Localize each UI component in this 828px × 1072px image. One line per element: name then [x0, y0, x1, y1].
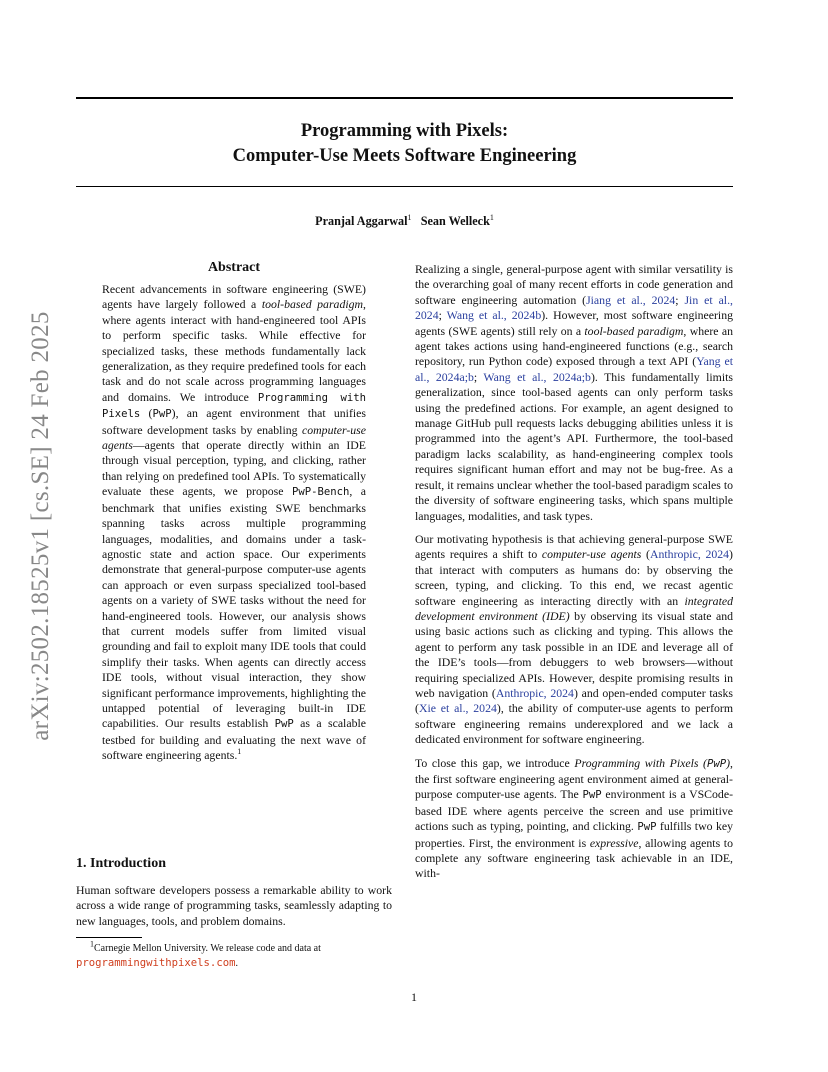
author-list: [76, 214, 733, 229]
arxiv-stamp: arXiv:2502.18525v1 [cs.SE] 24 Feb 2025: [27, 311, 54, 741]
author-affiliation-mark: 1: [489, 212, 494, 222]
abstract-heading: Abstract: [207, 260, 261, 275]
paragraph: To close this gap, we introduce Programming with Pixels (PwP), the first software engineering agent environment aimed at general-purpose computer-use agents. The PwP environment is a VSCode-based IDE where agents perceive the screen and use primitive actions such as typing, pointing, and clicking. PwP fulfills two key properties. First, the environment is expressive, allowing agents to complete any software engineering task achievable in an IDE, with-: [415, 755, 733, 881]
citation-link[interactable]: Xie et al., 2024: [418, 701, 497, 716]
citation-link[interactable]: Jiang et al., 2024: [586, 292, 676, 307]
citation-link[interactable]: Wang et al., 2024b: [446, 308, 542, 323]
section-heading-introduction: 1. Introduction: [76, 856, 166, 871]
citation-link[interactable]: Anthropic, 2024: [495, 685, 574, 700]
author-affiliation-mark: 1: [407, 212, 412, 222]
abstract-body: Recent advancements in software engineering (SWE) agents have largely followed a tool-based paradigm, where agents interact with hand-engineered tool APIs to perform specific tasks. While effective for specialized tasks, these methods fundamentally lack generalization, as they require predefined tools for each task and do not scale across programming languages and domains. We introduce Programming with Pixels (PwP), an agent environment that unifies software development tasks by enabling computer-use agents—agents that operate directly within an IDE through visual perception, typing, and clicking, rather than relying on predefined tool APIs. To systematically evaluate these agents, we propose PwP-Bench, a benchmark that unifies existing SWE benchmarks spanning tasks across multiple programming languages, modalities, and domains under a task-agnostic state and action space. Our experiments demonstrate that general-purpose computer-use agents can approach or even surpass specialized tool-based agents on a variety of SWE tasks without the need for hand-engineered tools. However, our analysis shows that current models suffer from limited visual grounding and fail to exploit many IDE tools that could simplify their tasks. When agents can directly access IDE tools, without visual interaction, they show significant performance improvements, highlighting the untapped potential of leveraging built-in IDE capabilities. Our results establish PwP as a scalable testbed for building and evaluating the next wave of software engineering agents.$^1$: [102, 282, 366, 763]
citation-link[interactable]: Jin et al., 2024: [415, 292, 733, 323]
footnote: $^1$Carnegie Mellon University. We release code and data at programmingwithpixels.com.: [76, 939, 321, 969]
right-column: [415, 262, 733, 890]
paragraph: Our motivating hypothesis is that achieving general-purpose SWE agents requires a shift to computer-use agents (Anthropic, 2024) that interact with computers as humans do: by observing the screen, typing, and clicking. To this end, we recast agentic software engineering as interacting directly with an integrated development environment (IDE) by observing its visual state and using basic actions such as clicking and typing. This allows the agent to perform any task possible in an IDE and leverage all of the IDE’s tools—from debuggers to web browsers—without requiring specialized APIs. However, despite promising results in web navigation (Anthropic, 2024) and open-ended computer tasks (Xie et al., 2024), the ability of computer-use agents to perform software engineering remains underexplored and we lack a dedicated environment for software engineering.: [415, 531, 733, 747]
footnote-link[interactable]: programmingwithpixels.com: [76, 957, 236, 969]
paragraph: Realizing a single, general-purpose agent with similar versatility is the overarching goal of many recent efforts in code generation and software engineering automation (Jiang et al., 2024; Jin et al., 2024; Wang et al., 2024b). However, most software engineering agents (SWE agents) still rely on a tool-based paradigm, where an agent takes actions using hand-engineered functions (e.g., search repository, run Python code) exposed through a text API (Yang et al., 2024a;b; Wang et al., 2024a;b). This fundamentally limits generalization, since tool-based agents can only perform tasks using the predefined actions. For example, an agent designed to manage GitHub pull requests lacks debugging abilities unless it is programmed into the agent’s API. Furthermore, the tool-based paradigm lacks scalability, as hand-engineering complex tools requires significant human effort and may not be bug-free. As a result, it remains unclear whether the tool-based paradigm scales to the diversity of software engineering tasks, which spans multiple languages, modalities, and task types.: [415, 262, 734, 523]
title-line-2: Computer-Use Meets Software Engineering: [232, 146, 577, 166]
left-column: [76, 260, 392, 764]
top-rule: [76, 97, 733, 99]
citation-link[interactable]: Anthropic, 2024: [649, 547, 730, 562]
author-name: Pranjal Aggarwal: [315, 214, 408, 228]
citation-link[interactable]: Yang et al., 2024a;b: [415, 354, 733, 384]
citation-link[interactable]: Wang et al., 2024a;b: [483, 369, 591, 384]
paper-title: [76, 119, 733, 169]
footnote-rule: [76, 937, 142, 938]
title-line-1: Programming with Pixels:: [300, 121, 509, 141]
page-number: 1: [411, 990, 417, 1004]
author-name: Sean Welleck: [420, 214, 490, 228]
title-bottom-rule: [76, 186, 733, 187]
introduction-paragraph: Human software developers possess a remarkable ability to work across a wide range of programming tasks, seamlessly adapting to new languages, tools, and problem domains.: [76, 883, 392, 928]
